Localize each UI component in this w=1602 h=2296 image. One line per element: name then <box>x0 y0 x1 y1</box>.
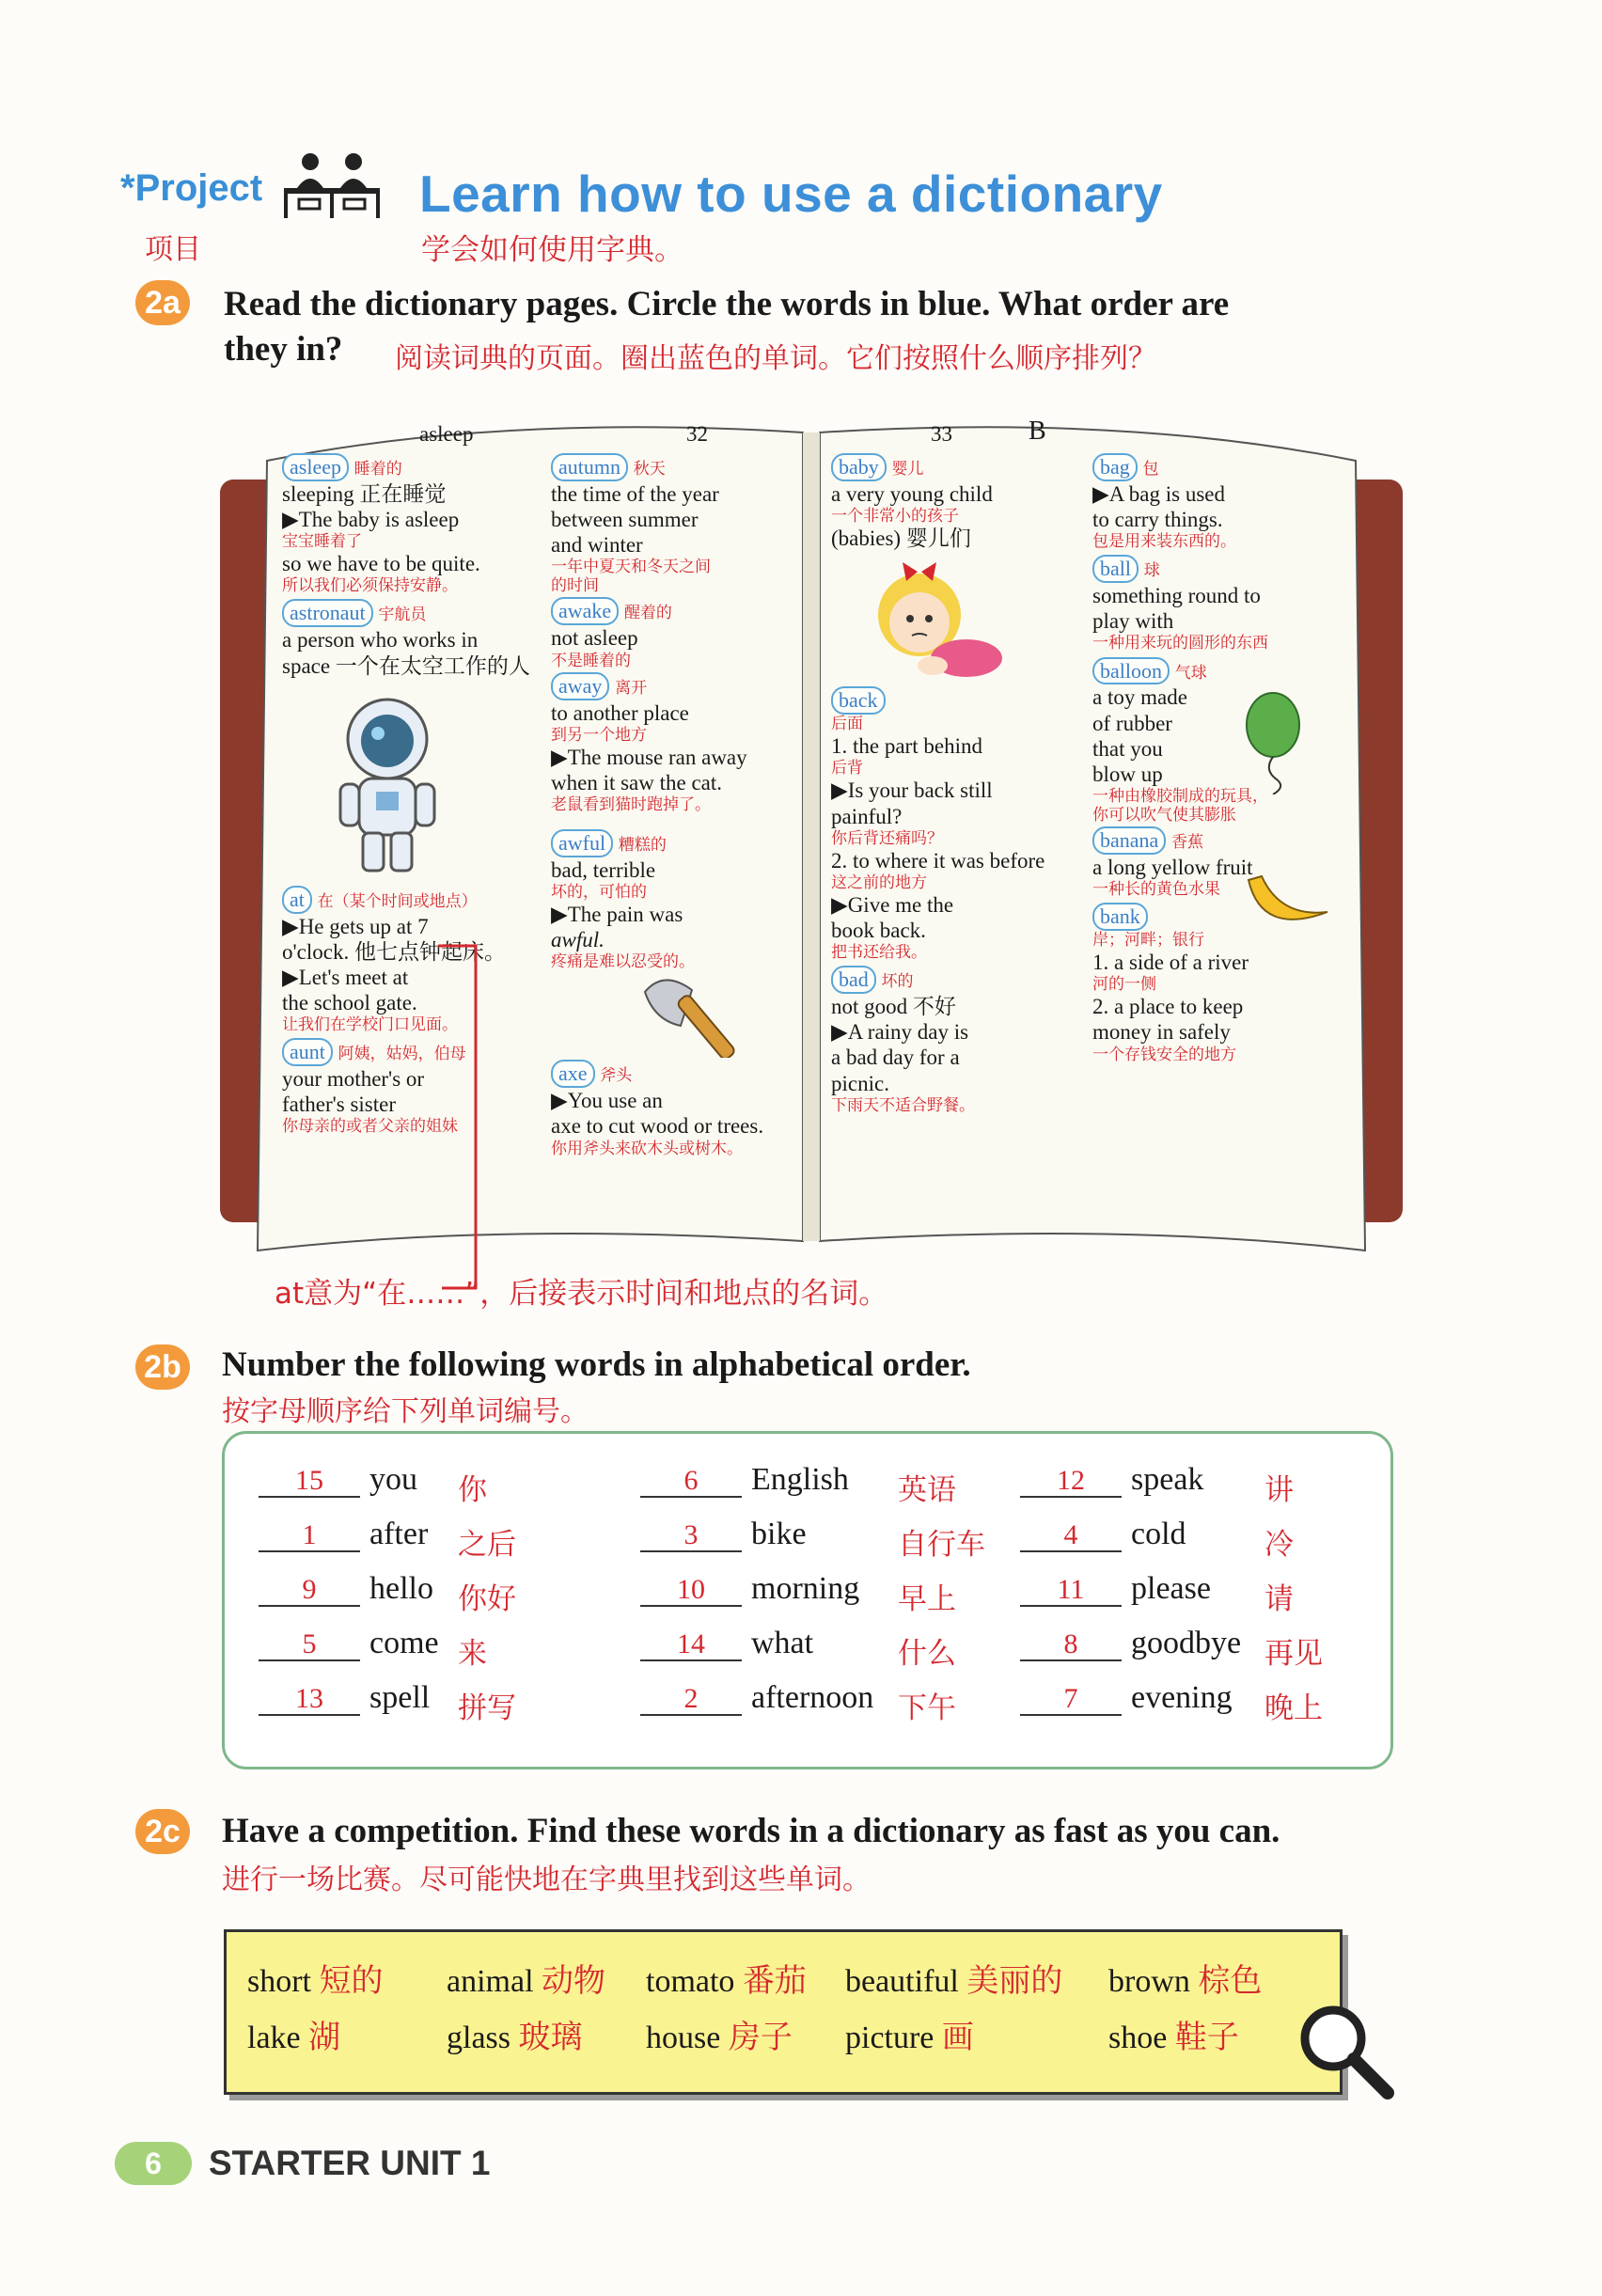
list-item: glass 玻璃 <box>447 2019 583 2056</box>
dict-col-4 <box>1092 453 1356 1064</box>
list-item: 4 cold <box>1020 1517 1186 1552</box>
entry-aunt: aunt 阿姨，姑妈，伯母 your mother's or father's sister 你母亲的或者父亲的姐妹 <box>282 1040 466 1137</box>
competition-words-box <box>224 1929 1343 2095</box>
page-number-left: 32 <box>686 422 708 446</box>
instruction-2a-cn: 阅读词典的页面。圈出蓝色的单词。它们按照什么顺序排列？ <box>395 342 1156 375</box>
answer-blank[interactable]: 3 <box>640 1519 742 1552</box>
keyword: astronaut <box>282 599 373 627</box>
magnifier-icon <box>1294 1999 1397 2102</box>
entry-awake: awake 醒着的 not asleep 不是睡着的 <box>551 599 672 670</box>
dict-col-1 <box>282 453 541 1136</box>
guide-letter: B <box>1029 417 1046 446</box>
answer-blank[interactable]: 7 <box>1020 1683 1122 1716</box>
keyword: axe <box>551 1060 595 1088</box>
entry-bag: bag 包 ▶A bag is used to carry things. 包是用来装东西的。 <box>1092 455 1236 552</box>
list-item: brown 棕色 <box>1108 1962 1263 2000</box>
unit-label: STARTER UNIT 1 <box>209 2144 491 2182</box>
guide-word: asleep <box>419 422 474 446</box>
list-item: 6 English <box>640 1462 849 1498</box>
entry-banana: banana 香蕉 a long yellow fruit 一种长的黄色水果 <box>1092 828 1253 900</box>
list-item: 9 hello <box>259 1571 433 1607</box>
keyword: ball <box>1092 555 1139 583</box>
keyword: awake <box>551 597 619 625</box>
section-badge-2a: 2a <box>135 280 190 325</box>
answer-blank[interactable]: 2 <box>640 1683 742 1716</box>
balloon-illustration <box>1241 691 1307 794</box>
list-item: 7 evening <box>1020 1680 1233 1716</box>
keyword: bag <box>1092 453 1138 481</box>
answer-blank[interactable]: 13 <box>259 1683 360 1716</box>
list-item: 10 morning <box>640 1571 859 1607</box>
list-item: lake 湖 <box>247 2019 341 2056</box>
students-at-desk-icon <box>280 149 384 224</box>
entry-ball: ball 球 something round to play with 一种用来玩的圆形的东西 <box>1092 557 1268 653</box>
entry-axe: axe 斧头 ▶You use an axe to cut wood or trees. 你用斧头来砍木头或树木。 <box>551 1062 764 1158</box>
keyword: bad <box>831 966 876 994</box>
answer-blank[interactable]: 15 <box>259 1465 360 1498</box>
instruction-2a-line2: they in? <box>224 330 343 369</box>
list-item: beautiful 美丽的 <box>845 1962 1063 2000</box>
keyword: asleep <box>282 453 349 481</box>
keyword: banana <box>1092 826 1166 855</box>
dict-col-2 <box>551 453 800 1158</box>
instruction-2b: Number the following words in alphabetical order. <box>222 1345 971 1384</box>
answer-blank[interactable]: 5 <box>259 1628 360 1661</box>
answer-blank[interactable]: 12 <box>1020 1465 1122 1498</box>
banana-illustration <box>1243 871 1337 946</box>
answer-blank[interactable]: 6 <box>640 1465 742 1498</box>
list-item: 2 afternoon <box>640 1680 873 1716</box>
entry-at: at 在（某个时间或地点） ▶He gets up at 7 o'clock. 他七点钟起床。 ▶Let's meet at the school gate. 让我们在学校门口见面。 <box>282 887 506 1035</box>
entry-away: away 离开 to another place 到另一个地方 ▶The mouse ran away when it saw the cat. 老鼠看到猫时跑掉了。 <box>551 673 747 814</box>
at-usage-note: at意为“在……”，后接表示时间和地点的名词。 <box>275 1277 888 1311</box>
list-item: picture 画 <box>845 2019 974 2056</box>
keyword: balloon <box>1092 657 1170 685</box>
list-item: 3 bike <box>640 1517 807 1552</box>
entry-baby: baby 婴儿 a very young child 一个非常小的孩子 (babies) 婴儿们 <box>831 455 993 551</box>
page-title: Learn how to use a dictionary <box>419 165 1163 223</box>
keyword: autumn <box>551 453 628 481</box>
keyword: baby <box>831 453 887 481</box>
list-item: 14 what <box>640 1626 813 1661</box>
list-item: 1 after <box>259 1517 428 1552</box>
keyword: bank <box>1092 903 1148 931</box>
list-item: shoe 鞋子 <box>1108 2019 1239 2056</box>
dictionary-book <box>220 414 1403 1266</box>
entry-awful: awful 糟糕的 bad, terrible 坏的，可怕的 ▶The pain was awful. 疼痛是难以忍受的。 <box>551 830 695 972</box>
entry-autumn: autumn 秋天 the time of the year between summer and winter 一年中夏天和冬天之间 的时间 <box>551 455 719 596</box>
answer-blank[interactable]: 10 <box>640 1574 742 1607</box>
section-badge-2c: 2c <box>135 1809 190 1854</box>
list-item: short 短的 <box>247 1962 384 2000</box>
instruction-2a-line1: Read the dictionary pages. Circle the words in blue. What order are <box>224 285 1230 323</box>
answer-blank[interactable]: 9 <box>259 1574 360 1607</box>
page-number-right: 33 <box>931 422 952 446</box>
list-item: 11 please <box>1020 1571 1211 1607</box>
entry-bad: bad 坏的 not good 不好 ▶A rainy day is a bad day for a picnic. 下雨天不适合野餐。 <box>831 967 975 1115</box>
list-item: tomato 番茄 <box>646 1962 807 2000</box>
page-title-cn: 学会如何使用字典。 <box>421 233 683 267</box>
answer-blank[interactable]: 14 <box>640 1628 742 1661</box>
section-badge-2b: 2b <box>135 1345 190 1390</box>
list-item: 5 come <box>259 1626 439 1661</box>
page-number-badge: 6 <box>115 2142 192 2185</box>
girl-crawling-illustration <box>865 560 1006 683</box>
list-item: 13 spell <box>259 1680 430 1716</box>
answer-blank[interactable]: 11 <box>1020 1574 1122 1607</box>
keyword: away <box>551 672 609 700</box>
keyword: awful <box>551 829 613 857</box>
keyword: back <box>831 686 886 715</box>
list-item: house 房子 <box>646 2019 793 2056</box>
project-label-cn: 项目 <box>145 233 201 266</box>
entry-asleep: asleep 睡着的 sleeping 正在睡觉 ▶The baby is asleep 宝宝睡着了 so we have to be quite. 所以我们必须保持安静。 <box>282 455 480 596</box>
entry-astronaut: astronaut 宇航员 a person who works in space 一个在太空工作的人 <box>282 601 530 678</box>
axe-illustration <box>636 973 758 1058</box>
list-item: animal 动物 <box>447 1962 606 2000</box>
entry-back: back 后面 1. the part behind 后背 ▶Is your back still painful? 你后背还痛吗？ 2. to where it was before 这之前的地方 ▶Give me the book back. 把书还给我。 <box>831 688 1045 963</box>
astronaut-illustration <box>331 692 444 880</box>
dict-col-3 <box>831 453 1085 1115</box>
project-label: *Project <box>120 167 263 209</box>
number-words-box: 15 you 你 1 after 之后 9 hello 你好 5 come 来 13 spell 拼写 6 English 英语 3 bike 自行车 10 morning 早上 14 what 什么 2 afternoon 下午 12 speak 讲 4 cold 冷 11 please 请 8 goodbye 再见 7 evening 晚上 <box>222 1431 1393 1769</box>
list-item: 8 goodbye <box>1020 1626 1241 1661</box>
list-item: 12 speak <box>1020 1462 1203 1498</box>
list-item: 15 you <box>259 1462 417 1498</box>
answer-blank[interactable]: 1 <box>259 1519 360 1552</box>
note-arrow <box>432 938 489 1324</box>
entry-bank: bank 岸；河畔；银行 1. a side of a river 河的一侧 2. a place to keep money in safely 一个存钱安全的地方 <box>1092 903 1356 1063</box>
keyword: at <box>282 886 312 914</box>
instruction-2c: Have a competition. Find these words in a dictionary as fast as you can. <box>222 1812 1280 1850</box>
answer-blank[interactable]: 4 <box>1020 1519 1122 1552</box>
entry-balloon: balloon 气球 a toy made of rubber that you blow up 一种由橡胶制成的玩具， 你可以吹气使其膨胀 <box>1092 657 1356 826</box>
instruction-2b-cn: 按字母顺序给下列单词编号。 <box>222 1395 589 1428</box>
keyword: aunt <box>282 1038 333 1066</box>
answer-blank[interactable]: 8 <box>1020 1628 1122 1661</box>
instruction-2c-cn: 进行一场比赛。尽可能快地在字典里找到这些单词。 <box>222 1864 871 1896</box>
